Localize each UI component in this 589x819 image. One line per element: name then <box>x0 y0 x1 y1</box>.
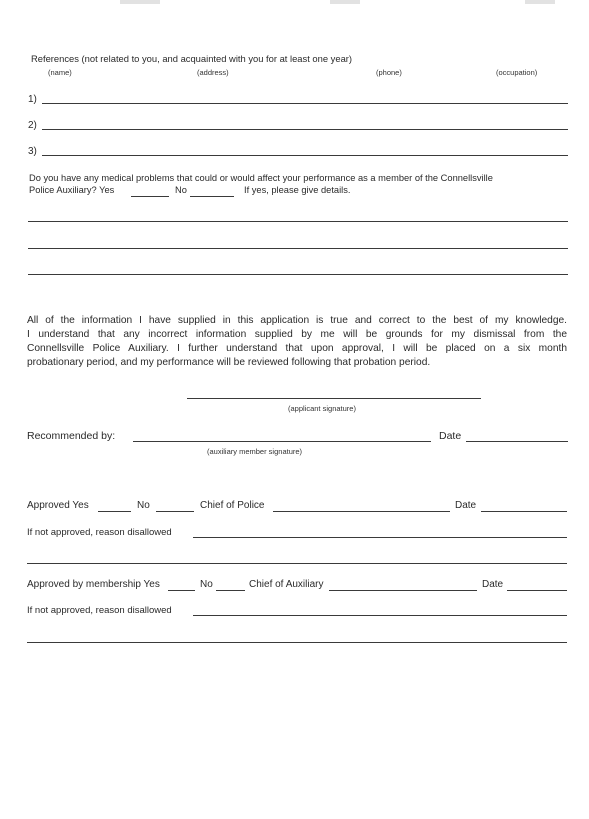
approval-date-label: Date <box>455 500 477 511</box>
applicant-signature-line[interactable] <box>187 398 481 399</box>
approved-membership-yes-label: Approved by membership Yes <box>27 579 160 590</box>
membership-reason-disallowed-line[interactable] <box>27 630 567 643</box>
recommendation-date-label: Date <box>439 430 462 442</box>
reference-2-field[interactable] <box>42 117 568 130</box>
certification-statement <box>27 314 567 370</box>
references-col-address: (address) <box>197 68 229 77</box>
chief-of-auxiliary-field[interactable] <box>329 578 477 591</box>
approval-date-field[interactable] <box>481 499 567 512</box>
certification-line: probationary period, and my performance will be reviewed following that probation period. <box>27 357 431 368</box>
medical-yes-field[interactable] <box>131 184 169 197</box>
chief-of-police-label: Chief of Police <box>200 500 265 511</box>
medical-details-line[interactable] <box>28 236 568 249</box>
approved-no-field[interactable] <box>156 499 194 512</box>
chief-of-police-field[interactable] <box>273 499 450 512</box>
reason-disallowed-field[interactable] <box>193 525 567 538</box>
recommendation-date-field[interactable] <box>466 429 568 442</box>
reference-row-number: 1) <box>28 94 37 105</box>
references-heading: References (not related to you, and acquainted with you for at least one year) <box>31 53 353 64</box>
medical-question-prefix: Police Auxiliary? Yes <box>29 185 115 195</box>
approved-membership-yes-field[interactable] <box>168 578 195 591</box>
reason-disallowed-line[interactable] <box>27 551 567 564</box>
reason-disallowed-label: If not approved, reason disallowed <box>27 527 172 538</box>
applicant-signature-caption: (applicant signature) <box>288 404 356 413</box>
references-col-occupation: (occupation) <box>496 68 538 77</box>
references-col-name: (name) <box>48 68 72 77</box>
approved-membership-no-field[interactable] <box>216 578 245 591</box>
reference-3-field[interactable] <box>42 143 568 156</box>
certification-line: I understand that any incorrect information supplied by me will be grounds for my dismissal from the <box>27 329 567 340</box>
approved-yes-label: Approved Yes <box>27 500 89 511</box>
header-scan-mark <box>120 0 160 4</box>
membership-reason-disallowed-label: If not approved, reason disallowed <box>27 605 172 616</box>
certification-line: Connellsville Police Auxiliary. I further understand that upon approval, I will be placed on a six month <box>27 343 567 354</box>
header-scan-mark <box>525 0 555 4</box>
approved-no-label: No <box>137 500 150 511</box>
reference-1-field[interactable] <box>42 91 568 104</box>
certification-line: All of the information I have supplied in this application is true and correct to the best of my knowledge. <box>27 315 567 326</box>
header-scan-mark <box>330 0 360 4</box>
membership-date-label: Date <box>482 579 504 590</box>
medical-details-label: If yes, please give details. <box>244 185 351 195</box>
references-col-phone: (phone) <box>376 68 402 77</box>
reference-row-number: 3) <box>28 146 37 157</box>
medical-question: Do you have any medical problems that could or would affect your performance as a member of the Connellsville <box>29 173 493 183</box>
chief-of-auxiliary-label: Chief of Auxiliary <box>249 579 324 590</box>
medical-no-field[interactable] <box>190 184 234 197</box>
recommended-by-field[interactable] <box>133 429 431 442</box>
approved-yes-field[interactable] <box>98 499 131 512</box>
reference-row-number: 2) <box>28 120 37 131</box>
medical-details-line[interactable] <box>28 262 568 275</box>
approved-membership-no-label: No <box>200 579 213 590</box>
auxiliary-member-signature-caption: (auxiliary member signature) <box>207 447 303 456</box>
membership-date-field[interactable] <box>507 578 567 591</box>
membership-reason-disallowed-field[interactable] <box>193 603 567 616</box>
medical-details-line[interactable] <box>28 209 568 222</box>
recommended-by-label: Recommended by: <box>27 430 116 442</box>
medical-no-label: No <box>175 185 187 195</box>
